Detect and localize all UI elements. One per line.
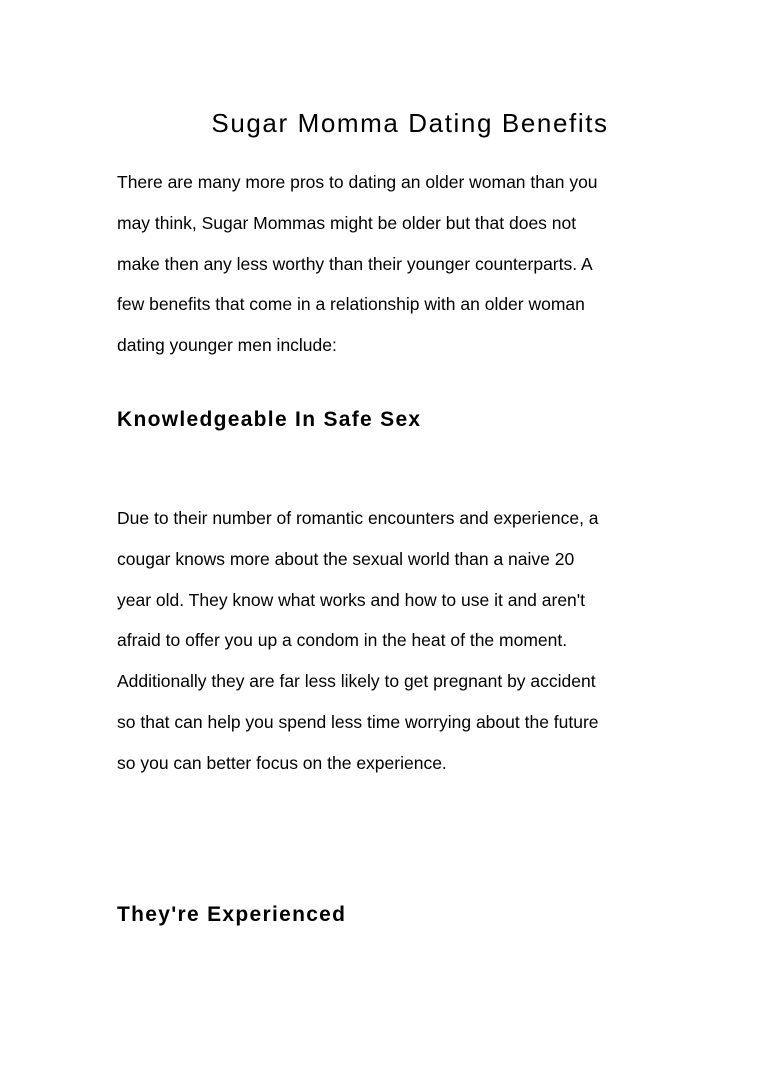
safe-sex-paragraph — [117, 498, 677, 784]
intro-paragraph — [117, 162, 677, 366]
paragraph-line: few benefits that come in a relationship with an older woman — [117, 294, 585, 315]
section-heading-experienced: They're Experienced — [117, 903, 347, 926]
paragraph-line: so that can help you spend less time worrying about the future — [117, 711, 599, 732]
section-heading-safe-sex: Knowledgeable In Safe Sex — [117, 408, 422, 431]
paragraph-line: cougar knows more about the sexual world than a naive 20 — [117, 548, 575, 569]
paragraph-line: make then any less worthy than their younger counterparts. A — [117, 253, 593, 274]
paragraph-line: There are many more pros to dating an older woman than you — [117, 172, 598, 192]
paragraph-line: so you can better focus on the experience. — [117, 752, 447, 773]
paragraph-line: Additionally they are far less likely to get pregnant by accident — [117, 671, 596, 692]
document-title: Sugar Momma Dating Benefits — [211, 108, 609, 138]
paragraph-line: may think, Sugar Mommas might be older but that does not — [117, 212, 577, 233]
paragraph-line: Due to their number of romantic encounters and experience, a — [117, 508, 599, 528]
paragraph-line: dating younger men include: — [117, 335, 337, 356]
paragraph-line: afraid to offer you up a condom in the heat of the moment. — [117, 630, 568, 651]
paragraph-line: year old. They know what works and how to use it and aren't — [117, 589, 585, 610]
